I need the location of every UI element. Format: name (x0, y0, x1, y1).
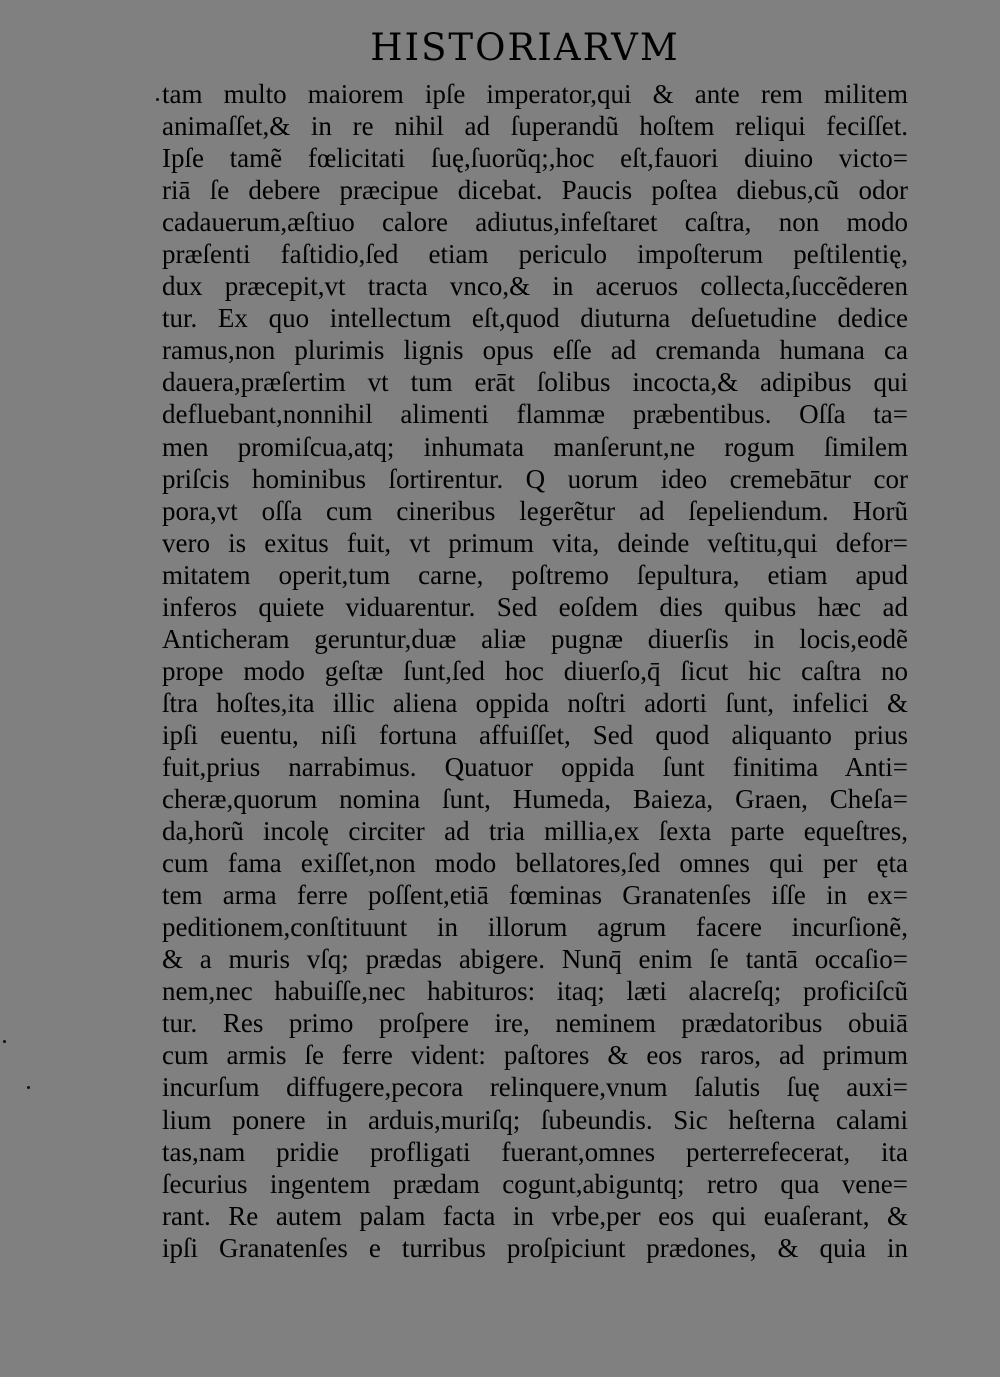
text-line: præſenti faſtidio,ſed etiam periculo impoſterum peſtilentię, (162, 239, 908, 270)
text-line: pora,vt oſſa cum cineribus legerẽtur ad ſepeliendum. Horũ (162, 495, 908, 526)
text-line: cum fama exiſſet,non modo bellatores,ſed omnes qui per ęta (162, 848, 908, 879)
text-line: priſcis hominibus ſortirentur. Q uorum ideo cremebātur cor (162, 463, 908, 494)
text-line: & a muris vſq; prædas abigere. Nunq̄ enim ſe tantā occaſio= (162, 944, 908, 975)
margin-mark (3, 1040, 6, 1043)
text-line: ſtra hoſtes,ita illic aliena oppida noſtri adorti ſunt, infelici & (162, 687, 908, 718)
text-line: prope modo geſtæ ſunt,ſed hoc diuerſo,q̄ ſicut hic caſtra no (162, 655, 908, 686)
text-line: da,horũ incolę circiter ad tria millia,ex ſexta parte equeſtres, (162, 816, 908, 847)
body-text (162, 78, 908, 1264)
text-line: ramus,non plurimis lignis opus eſſe ad cremanda humana ca (162, 335, 908, 366)
text-line: tem arma ferre poſſent,etiā fœminas Granatenſes iſſe in ex= (162, 880, 908, 911)
running-head: HISTORIARVM (370, 26, 680, 69)
text-line: tam multo maiorem ipſe imperator,qui & ante rem militem (162, 79, 908, 109)
text-line: fuit,prius narrabimus. Quatuor oppida ſunt finitima Anti= (162, 751, 908, 782)
text-line: tur. Res primo proſpere ire, neminem prædatoribus obuiā (162, 1008, 908, 1039)
text-line: tur. Ex quo intellectum eſt,quod diuturna deſuetudine dedice (162, 303, 908, 334)
text-line: lium ponere in arduis,muriſq; ſubeundis. Sic heſterna calami (162, 1104, 908, 1135)
text-line: peditionem,conſtituunt in illorum agrum facere incurſionẽ, (162, 912, 908, 943)
text-line: cheræ,quorum nomina ſunt, Humeda, Baieza, Graen, Cheſa= (162, 784, 908, 815)
text-line: ipſi Granatenſes e turribus proſpiciunt prædones, & quia in (162, 1232, 908, 1263)
text-line: Ipſe tamẽ fœlicitati ſuę,ſuorũq;,hoc eſt,fauori diuino victo= (162, 143, 908, 174)
text-line: incurſum diffugere,pecora relinquere,vnum ſalutis ſuę auxi= (162, 1072, 908, 1103)
text-line: ſecurius ingentem prædam cogunt,abiguntq; retro qua vene= (162, 1168, 908, 1199)
text-line: riā ſe debere præcipue dicebat. Paucis poſtea diebus,cũ odor (162, 175, 908, 206)
text-line: vero is exitus fuit, vt primum vita, deinde veſtitu,qui defor= (162, 527, 908, 558)
text-line: nem,nec habuiſſe,nec habituros: itaq; læti alacreſq; proficiſcũ (162, 976, 908, 1007)
text-line: inferos quiete viduarentur. Sed eoſdem dies quibus hæc ad (162, 591, 908, 622)
text-line: dauera,præſertim vt tum erāt ſolibus incocta,& adipibus qui (162, 367, 908, 398)
text-line: men promiſcua,atq; inhumata manſerunt,ne rogum ſimilem (162, 431, 908, 462)
margin-mark (27, 1086, 30, 1089)
text-line: mitatem operit,tum carne, poſtremo ſepultura, etiam apud (162, 559, 908, 590)
text-line: ipſi euentu, niſi fortuna affuiſſet, Sed quod aliquanto prius (162, 719, 908, 750)
text-line: Anticheram geruntur,duæ aliæ pugnæ diuerſis in locis,eodẽ (162, 623, 908, 654)
text-line: dux præcepit,vt tracta vnco,& in aceruos collecta,ſuccẽderen (162, 271, 908, 302)
text-line: cadauerum,æſtiuo calore adiutus,infeſtaret caſtra, non modo (162, 207, 908, 238)
text-line: animaſſet,& in re nihil ad ſuperandũ hoſtem reliqui feciſſet. (162, 111, 908, 142)
text-line: cum armis ſe ferre vident: paſtores & eos raros, ad primum (162, 1040, 908, 1071)
text-line: defluebant,nonnihil alimenti flammæ præbentibus. Oſſa ta= (162, 399, 908, 430)
text-line: rant. Re autem palam facta in vrbe,per eos qui euaſerant, & (162, 1200, 908, 1231)
margin-mark (156, 98, 159, 101)
text-line: tas,nam pridie profligati fuerant,omnes perterrefecerat, ita (162, 1136, 908, 1167)
